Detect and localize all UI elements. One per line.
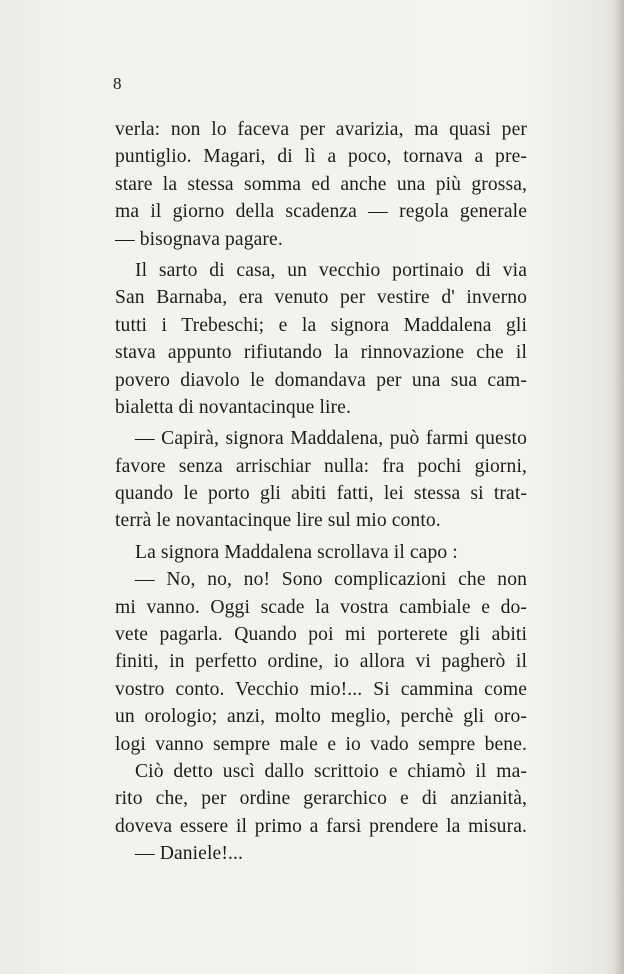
text-line: — bisognava pagare. bbox=[115, 228, 283, 250]
text-line: povero diavolo le domandava per una sua cam- bbox=[115, 369, 527, 391]
text-line: Ciò detto uscì dallo scrittoio e chiamò il ma- bbox=[135, 760, 527, 782]
text-line: tutti i Trebeschi; e la signora Maddalena gli bbox=[115, 314, 527, 336]
text-line: vete pagarla. Quando poi mi porterete gli abiti bbox=[115, 624, 527, 646]
text-line: verla: non lo faceva per avarizia, ma quasi per bbox=[115, 119, 527, 140]
text-line: Il sarto di casa, un vecchio portinaio di via bbox=[135, 259, 527, 281]
text-line: vostro conto. Vecchio mio!... Si cammina come bbox=[115, 678, 527, 700]
text-line: stare la stessa somma ed anche una più grossa, bbox=[115, 173, 527, 195]
text-line: doveva essere il primo a farsi prendere la misura. bbox=[115, 815, 527, 837]
text-line: stava appunto rifiutando la rinnovazione che il bbox=[115, 342, 527, 364]
text-line: terrà le novantacinque lire sul mio conto. bbox=[115, 510, 441, 532]
text-line: San Barnaba, era venuto per vestire d' inverno bbox=[115, 287, 527, 309]
text-line: un orologio; anzi, molto meglio, perchè gli oro- bbox=[115, 706, 527, 728]
text-line: — Capirà, signora Maddalena, può farmi questo bbox=[135, 428, 527, 450]
text-line: rito che, per ordine gerarchico e di anzianità, bbox=[115, 788, 527, 810]
text-line: mi vanno. Oggi scade la vostra cambiale e do- bbox=[115, 596, 527, 618]
text-line: bialetta di novantacinque lire. bbox=[115, 396, 351, 418]
text-line: — Daniele!... bbox=[135, 843, 243, 865]
text-line: favore senza arrischiar nulla: fra pochi giorni, bbox=[115, 455, 527, 477]
page-edge-shadow bbox=[614, 0, 624, 974]
text-line: finiti, in perfetto ordine, io allora vi pagherò il bbox=[115, 651, 527, 673]
text-line: La signora Maddalena scrollava il capo : bbox=[135, 541, 458, 563]
text-line: puntiglio. Magari, di lì a poco, tornava a pre- bbox=[115, 146, 527, 168]
text-line: logi vanno sempre male e io vado sempre bene. bbox=[115, 733, 527, 755]
text-line: ma il giorno della scadenza — regola generale bbox=[115, 201, 527, 223]
body-text bbox=[115, 116, 527, 868]
text-line: quando le porto gli abiti fatti, lei stessa si trat- bbox=[115, 483, 527, 505]
text-line: — No, no, no! Sono complicazioni che non bbox=[135, 569, 527, 591]
page-number: 8 bbox=[113, 74, 122, 93]
